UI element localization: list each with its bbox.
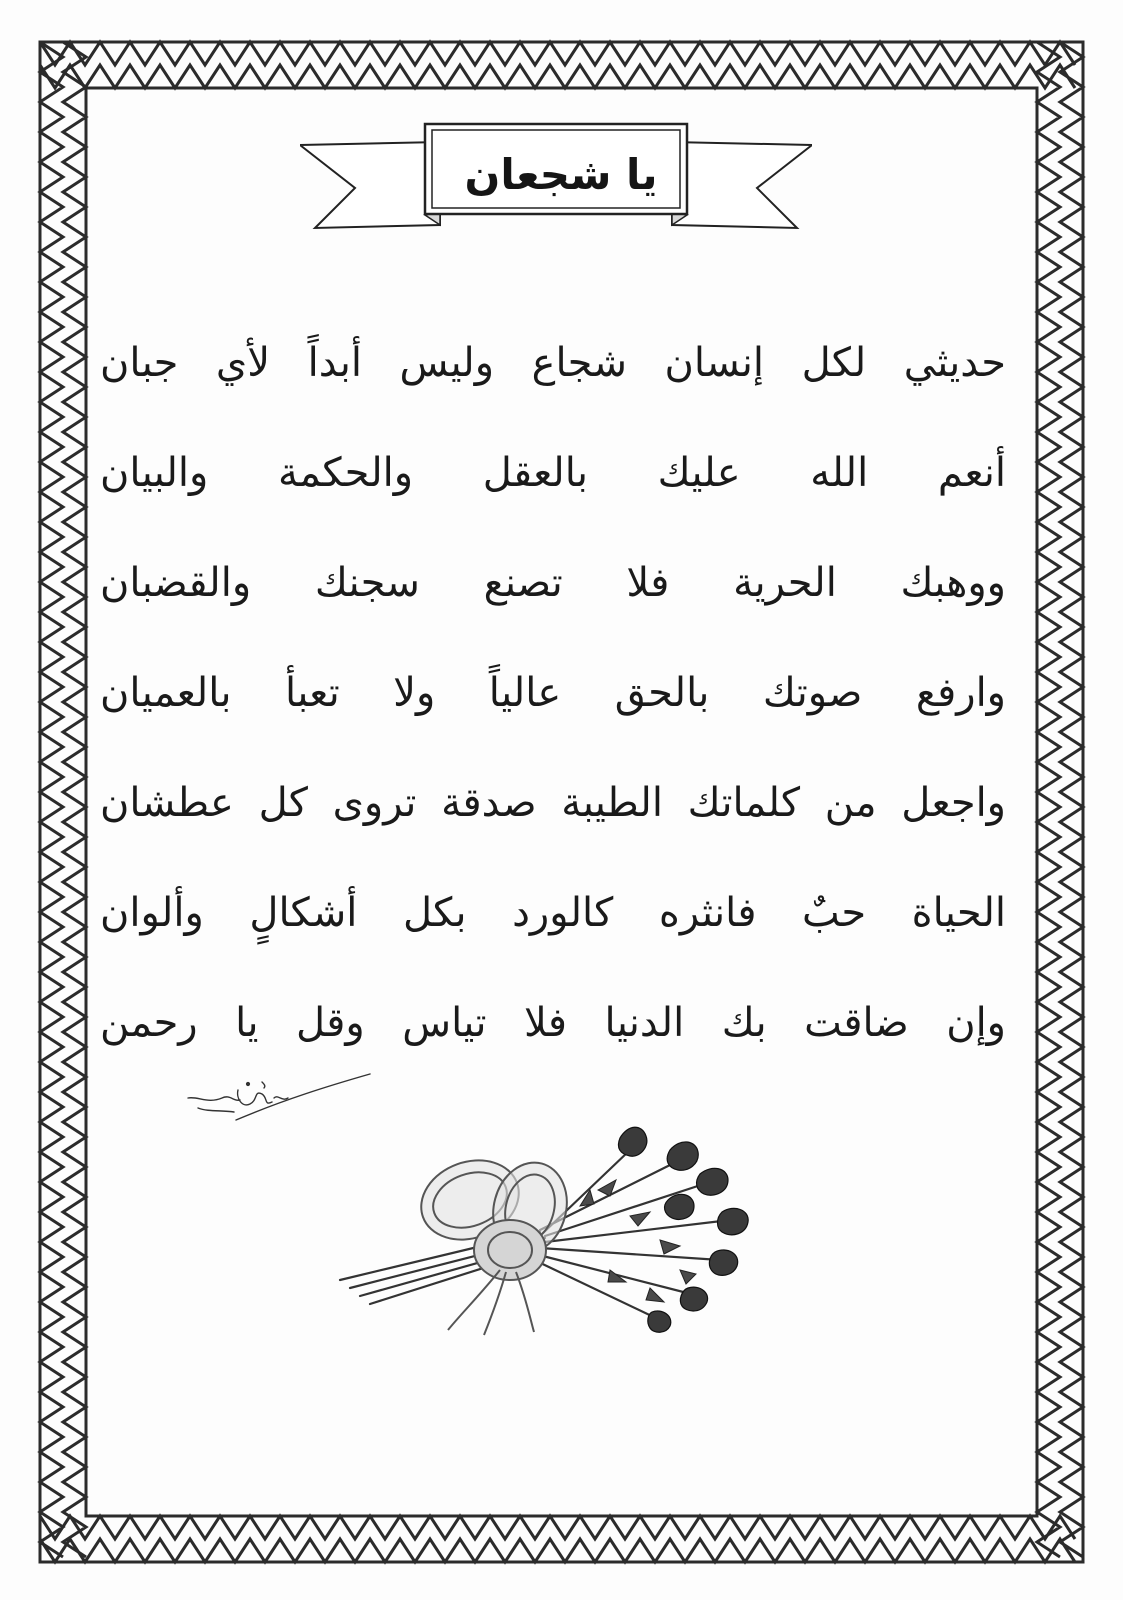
verse-line: وارفع صوتك بالحق عالياً ولا تعبأ بالعميان <box>100 670 1006 716</box>
verse-line: حديثي لكل إنسان شجاع وليس أبداً لأي جبان <box>100 340 1006 386</box>
page-title: يا شجعان <box>464 150 658 199</box>
verse-line: ووهبك الحرية فلا تصنع سجنك والقضبان <box>100 560 1006 606</box>
verse-line: أنعم الله عليك بالعقل والحكمة والبيان <box>100 450 1006 496</box>
rose-bouquet-icon <box>330 1120 810 1340</box>
poem-verses <box>100 308 1006 1078</box>
verse-line: وإن ضاقت بك الدنيا فلا تياس وقل يا رحمن <box>100 1000 1006 1046</box>
verse-line: الحياة حبٌ فانثره كالورد بكل أشكالٍ وألوان <box>100 890 1006 936</box>
verse-line: واجعل من كلماتك الطيبة صدقة تروى كل عطشان <box>100 780 1006 826</box>
